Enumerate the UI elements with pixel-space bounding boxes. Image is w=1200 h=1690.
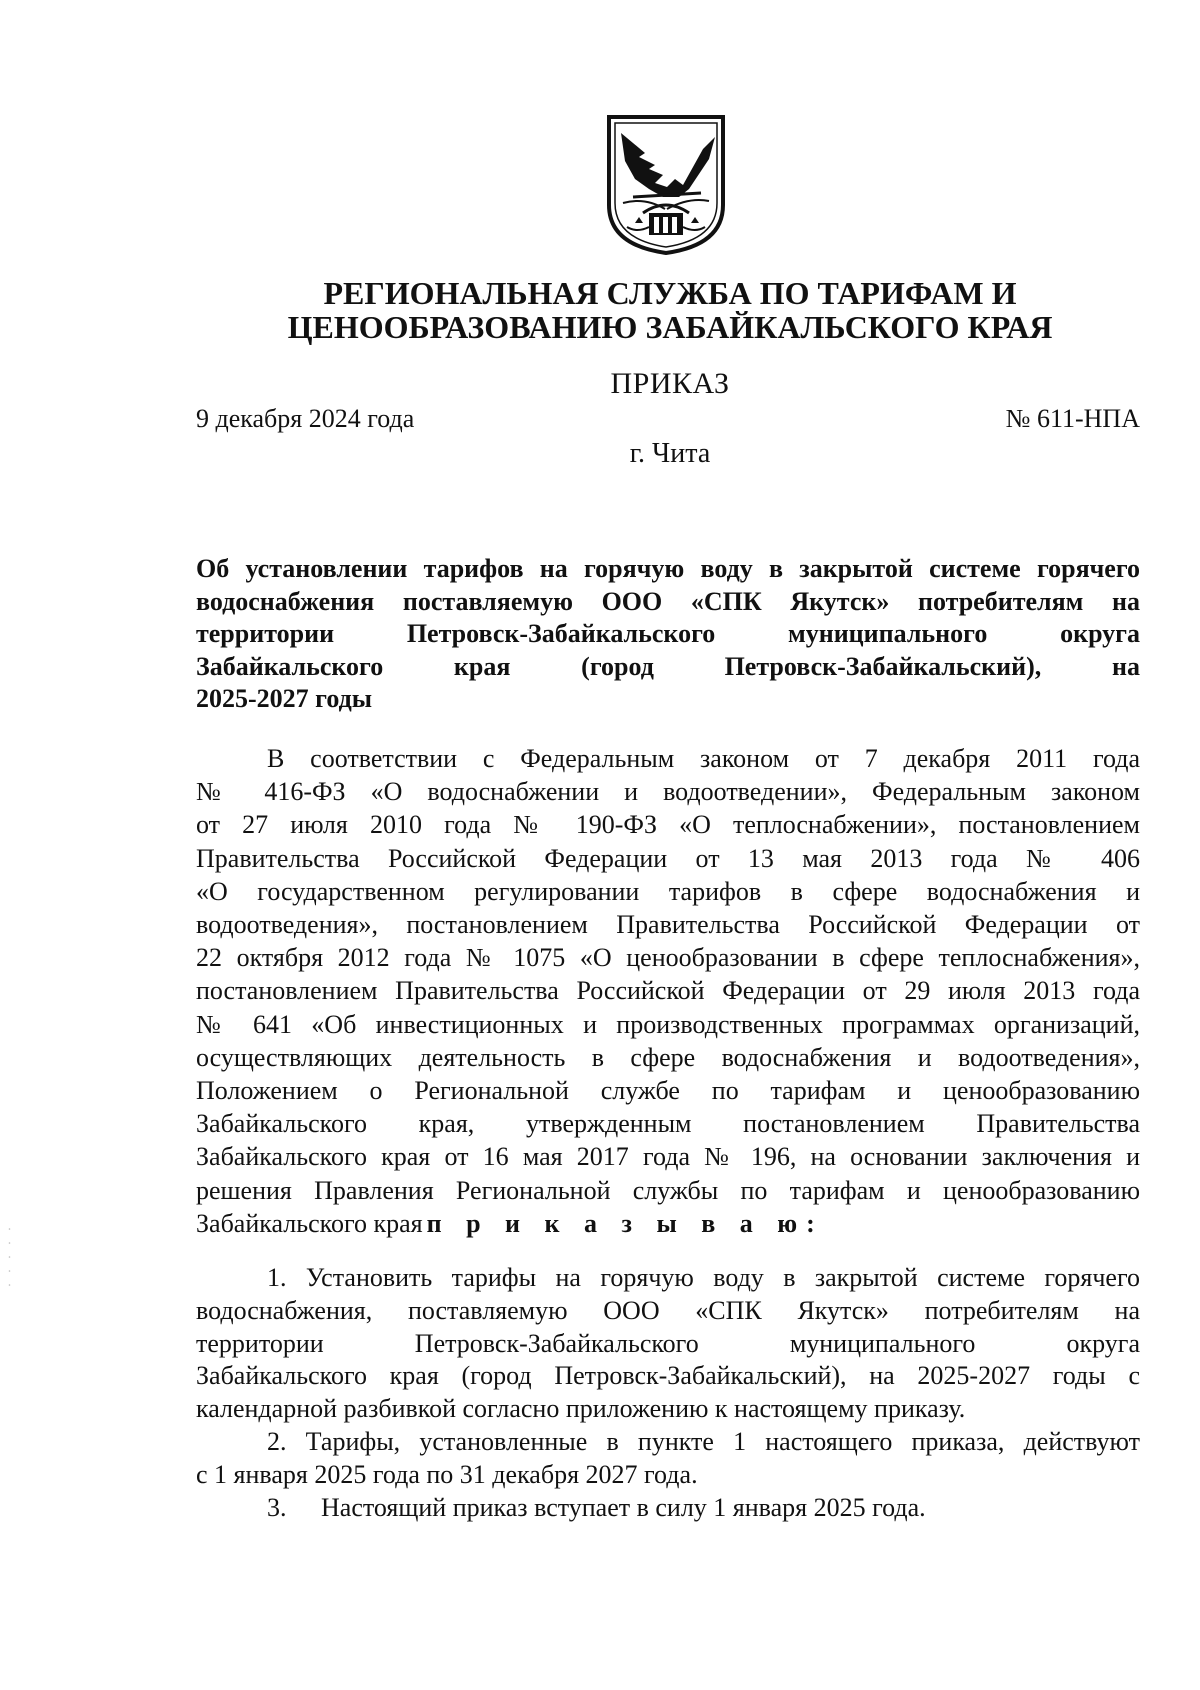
- preamble-line: водоотведения», постановлением Правительства Российской Федерации от: [196, 910, 1140, 940]
- preamble-last-line: [196, 1207, 1140, 1240]
- title-line: Забайкальского края (город Петровск-Забайкальский), на: [196, 651, 1140, 681]
- item3-line: [196, 1492, 1140, 1525]
- organization-name-line2: ЦЕНООБРАЗОВАНИЮ ЗАБАЙКАЛЬСКОГО КРАЯ: [287, 309, 1053, 345]
- item1-line: территории Петровск-Забайкальского муниципального округа: [196, 1328, 1140, 1358]
- preamble-line: № 416-ФЗ «О водоснабжении и водоотведении», Федеральным законом: [196, 777, 1140, 807]
- margin-marks: [8, 1225, 11, 1295]
- item1-line: 1. Установить тарифы на горячую воду в закрытой системе горячего: [267, 1263, 1140, 1292]
- decree-word: п р и к а з ы в а ю:: [426, 1208, 824, 1238]
- order-items: [196, 1262, 1140, 1524]
- title-line: Об установлении тарифов на горячую воду в закрытой системе горячего: [196, 554, 1140, 583]
- title-line: территории Петровск-Забайкальского муниципального округа: [196, 619, 1140, 649]
- title-line: водоснабжения поставляемую ООО «СПК Якутск» потребителям на: [196, 586, 1140, 616]
- preamble-line: № 641 «Об инвестиционных и производственных программах организаций,: [196, 1009, 1140, 1039]
- item3-number: 3.: [267, 1492, 287, 1522]
- zabaikalsky-krai-coat-of-arms-icon: [605, 113, 727, 255]
- preamble-line: решения Правления Региональной службы по тарифам и ценообразованию: [196, 1175, 1140, 1205]
- preamble-line: «О государственном регулировании тарифов в сфере водоснабжения и: [196, 876, 1140, 906]
- preamble-line: Забайкальского края, утвержденным постановлением Правительства: [196, 1109, 1140, 1139]
- preamble-line: Забайкальского края: [196, 1208, 423, 1238]
- preamble-line: Положением о Региональной службе по тарифам и ценообразованию: [196, 1076, 1140, 1106]
- preamble-line: Правительства Российской Федерации от 13 мая 2013 года № 406: [196, 843, 1140, 873]
- preamble-line: постановлением Правительства Российской Федерации от 29 июля 2013 года: [196, 976, 1140, 1006]
- item1-line: календарной разбивкой согласно приложению к настоящему приказу.: [196, 1394, 966, 1424]
- document-date: 9 декабря 2024 года: [196, 404, 415, 433]
- document-type: ПРИКАЗ: [610, 367, 730, 400]
- organization-name-line1: РЕГИОНАЛЬНАЯ СЛУЖБА ПО ТАРИФАМ И: [323, 275, 1017, 311]
- document-number: № 611-НПА: [1005, 404, 1140, 433]
- item1-line: Забайкальского края (город Петровск-Забайкальский), на 2025-2027 годы с: [196, 1361, 1140, 1391]
- preamble-line: от 27 июля 2010 года № 190-ФЗ «О теплоснабжении», постановлением: [196, 810, 1140, 840]
- title-line: 2025-2027 годы: [196, 684, 373, 714]
- preamble-line: 22 октября 2012 года № 1075 «О ценообразовании в сфере теплоснабжения»,: [196, 943, 1140, 973]
- document-city: г. Чита: [629, 438, 711, 469]
- preamble-paragraph: [196, 742, 1140, 1240]
- item3-text: Настоящий приказ вступает в силу 1 января 2025 года.: [321, 1492, 926, 1522]
- item2-line: с 1 января 2025 года по 31 декабря 2027 года.: [196, 1459, 698, 1489]
- item2-line: 2. Тарифы, установленные в пункте 1 настоящего приказа, действуют: [267, 1426, 1140, 1456]
- preamble-line: Забайкальского края от 16 мая 2017 года № 196, на основании заключения и: [196, 1142, 1140, 1172]
- preamble-line: В соответствии с Федеральным законом от 7 декабря 2011 года: [267, 744, 1140, 773]
- preamble-line: осуществляющих деятельность в сфере водоснабжения и водоотведения»,: [196, 1042, 1140, 1072]
- item1-line: водоснабжения, поставляемую ООО «СПК Якутск» потребителям на: [196, 1295, 1140, 1325]
- document-title: [196, 553, 1140, 716]
